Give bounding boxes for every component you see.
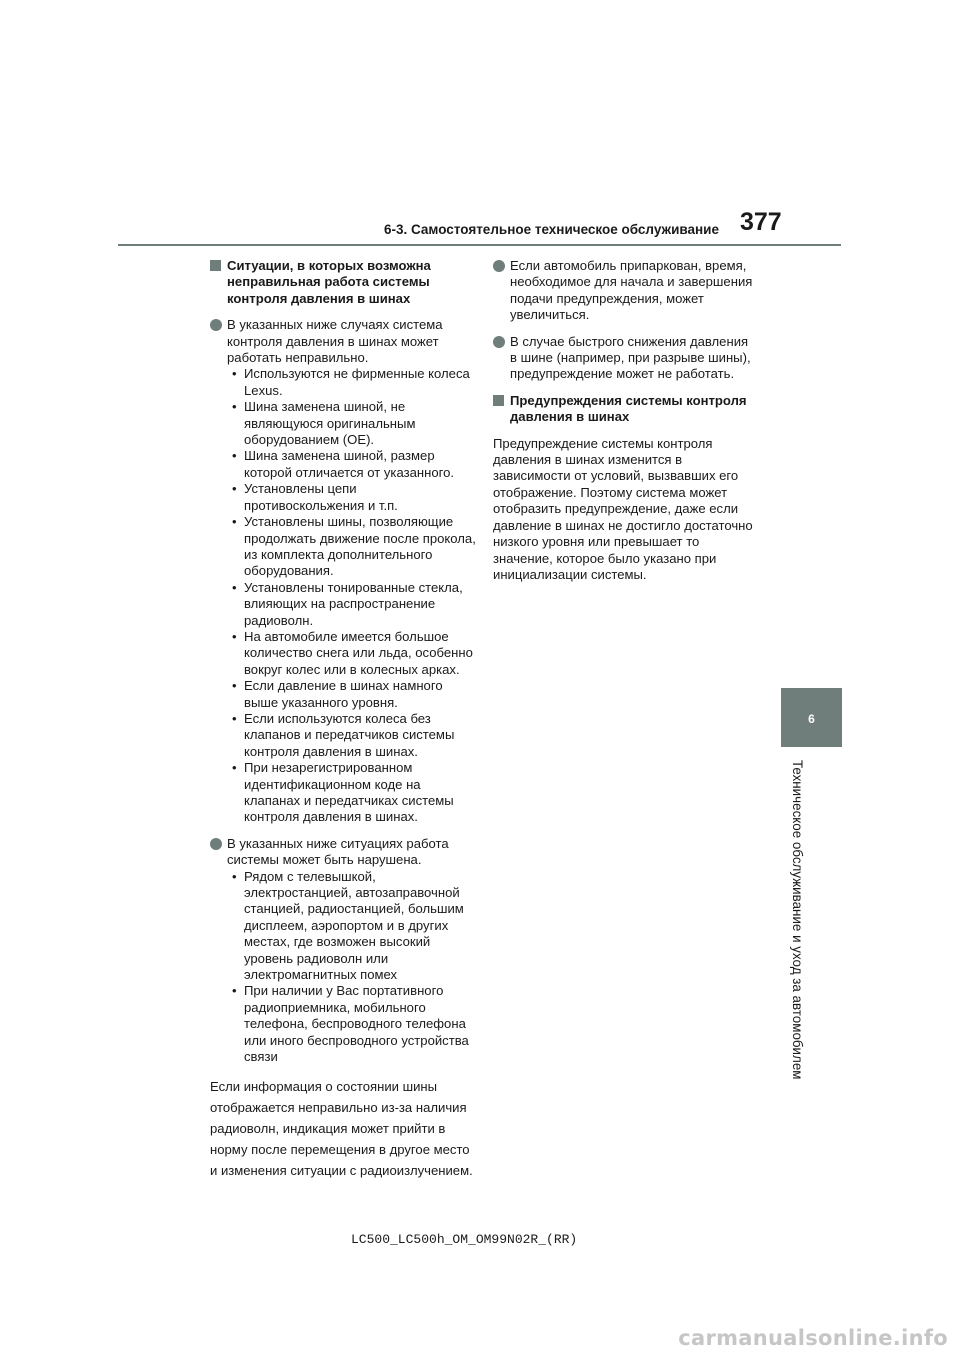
- situations-heading-text: Ситуации, в которых возможна неправильная работа системы контроля давления в шинах: [227, 258, 431, 306]
- parked-delay-text: Если автомобиль припаркован, время, необходимое для начала и завершения подачи предупреждения, может увеличиться.: [510, 258, 753, 323]
- situations-heading: [210, 258, 478, 307]
- square-bullet-icon: [493, 395, 504, 406]
- rapid-drop-note: [493, 334, 755, 383]
- malfunction-cases-intro: В указанных ниже случаях система контроля давления в шинах может работать неправильно.: [227, 317, 443, 366]
- warnings-heading-text: Предупреждения системы контроля давления в шинах: [510, 392, 747, 425]
- header-divider: [118, 244, 841, 246]
- circle-bullet-icon: [210, 838, 222, 850]
- section-title: 6-3. Самостоятельное техническое обслуживание: [384, 222, 719, 237]
- interference-cases-intro: В указанных ниже ситуациях работа системы может быть нарушена.: [227, 835, 449, 868]
- list-item: • Рядом с телевышкой, электростанцией, автозаправочной станцией, радиостанцией, большим дисплеем, аэропортом и в других местах, где возможен высокий уровень радиоволн или электромагнитных помех: [227, 869, 478, 984]
- list-item: • При наличии у Вас портативного радиоприемника, мобильного телефона, беспроводного телефона или иного беспроводного устройства связи: [227, 983, 478, 1065]
- right-column: [493, 258, 755, 583]
- left-column: [210, 258, 478, 1181]
- interference-cases-list: [227, 869, 478, 1066]
- parked-delay-note: [493, 258, 755, 324]
- malfunction-cases-block: [210, 317, 478, 826]
- interference-cases-block: [210, 836, 478, 1066]
- list-item: • При незарегистрированном идентификационном коде на клапанах и передатчиках системы контроля давления в шинах.: [227, 760, 478, 826]
- square-bullet-icon: [210, 260, 221, 271]
- list-item: • На автомобиле имеется большое количество снега или льда, особенно вокруг колес или в колесных арках.: [227, 629, 478, 678]
- list-item: • Используются не фирменные колеса Lexus.: [227, 366, 478, 399]
- chapter-title-vertical: Техническое обслуживание и уход за автомобилем: [790, 760, 805, 1080]
- list-item: • Установлены шины, позволяющие продолжать движение после прокола, из комплекта дополнительного оборудования.: [227, 514, 478, 580]
- radio-wave-note: Если информация о состоянии шины отображается неправильно из-за наличия радиоволн, индикация может прийти в норму после перемещения в другое место и изменения ситуации с радиоизлучением.: [210, 1078, 473, 1178]
- list-item: • Установлены цепи противоскольжения и т.п.: [227, 481, 478, 514]
- circle-bullet-icon: [210, 319, 222, 331]
- list-item: • Установлены тонированные стекла, влияющих на распространение радиоволн.: [227, 580, 478, 629]
- chapter-tab: [781, 688, 842, 747]
- malfunction-cases-list: [227, 366, 478, 825]
- list-item: • Шина заменена шиной, размер которой отличается от указанного.: [227, 448, 478, 481]
- circle-bullet-icon: [493, 336, 505, 348]
- list-item: • Шина заменена шиной, не являющуюся оригинальным оборудованием (OE).: [227, 399, 478, 448]
- document-code: LC500_LC500h_OM_OM99N02R_(RR): [351, 1232, 578, 1247]
- list-item: • Если давление в шинах намного выше указанного уровня.: [227, 678, 478, 711]
- circle-bullet-icon: [493, 260, 505, 272]
- list-item: • Если используются колеса без клапанов и передатчиков системы контроля давления в шинах.: [227, 711, 478, 760]
- page-number: 377: [740, 208, 782, 236]
- warnings-paragraph: Предупреждение системы контроля давления в шинах изменится в зависимости от условий, вызвавших его отображение. Поэтому система может отобразить предупреждение, даже если давление в шинах не достигло достаточно низкого уровня или превышает то значение, которое было указано при инициализации системы.: [493, 435, 753, 582]
- warnings-heading: [493, 393, 755, 426]
- watermark: carmanualsonline.info: [678, 1326, 948, 1350]
- rapid-drop-text: В случае быстрого снижения давления в шине (например, при разрыве шины), предупреждение может не работать.: [510, 333, 751, 382]
- chapter-number: 6: [808, 712, 815, 726]
